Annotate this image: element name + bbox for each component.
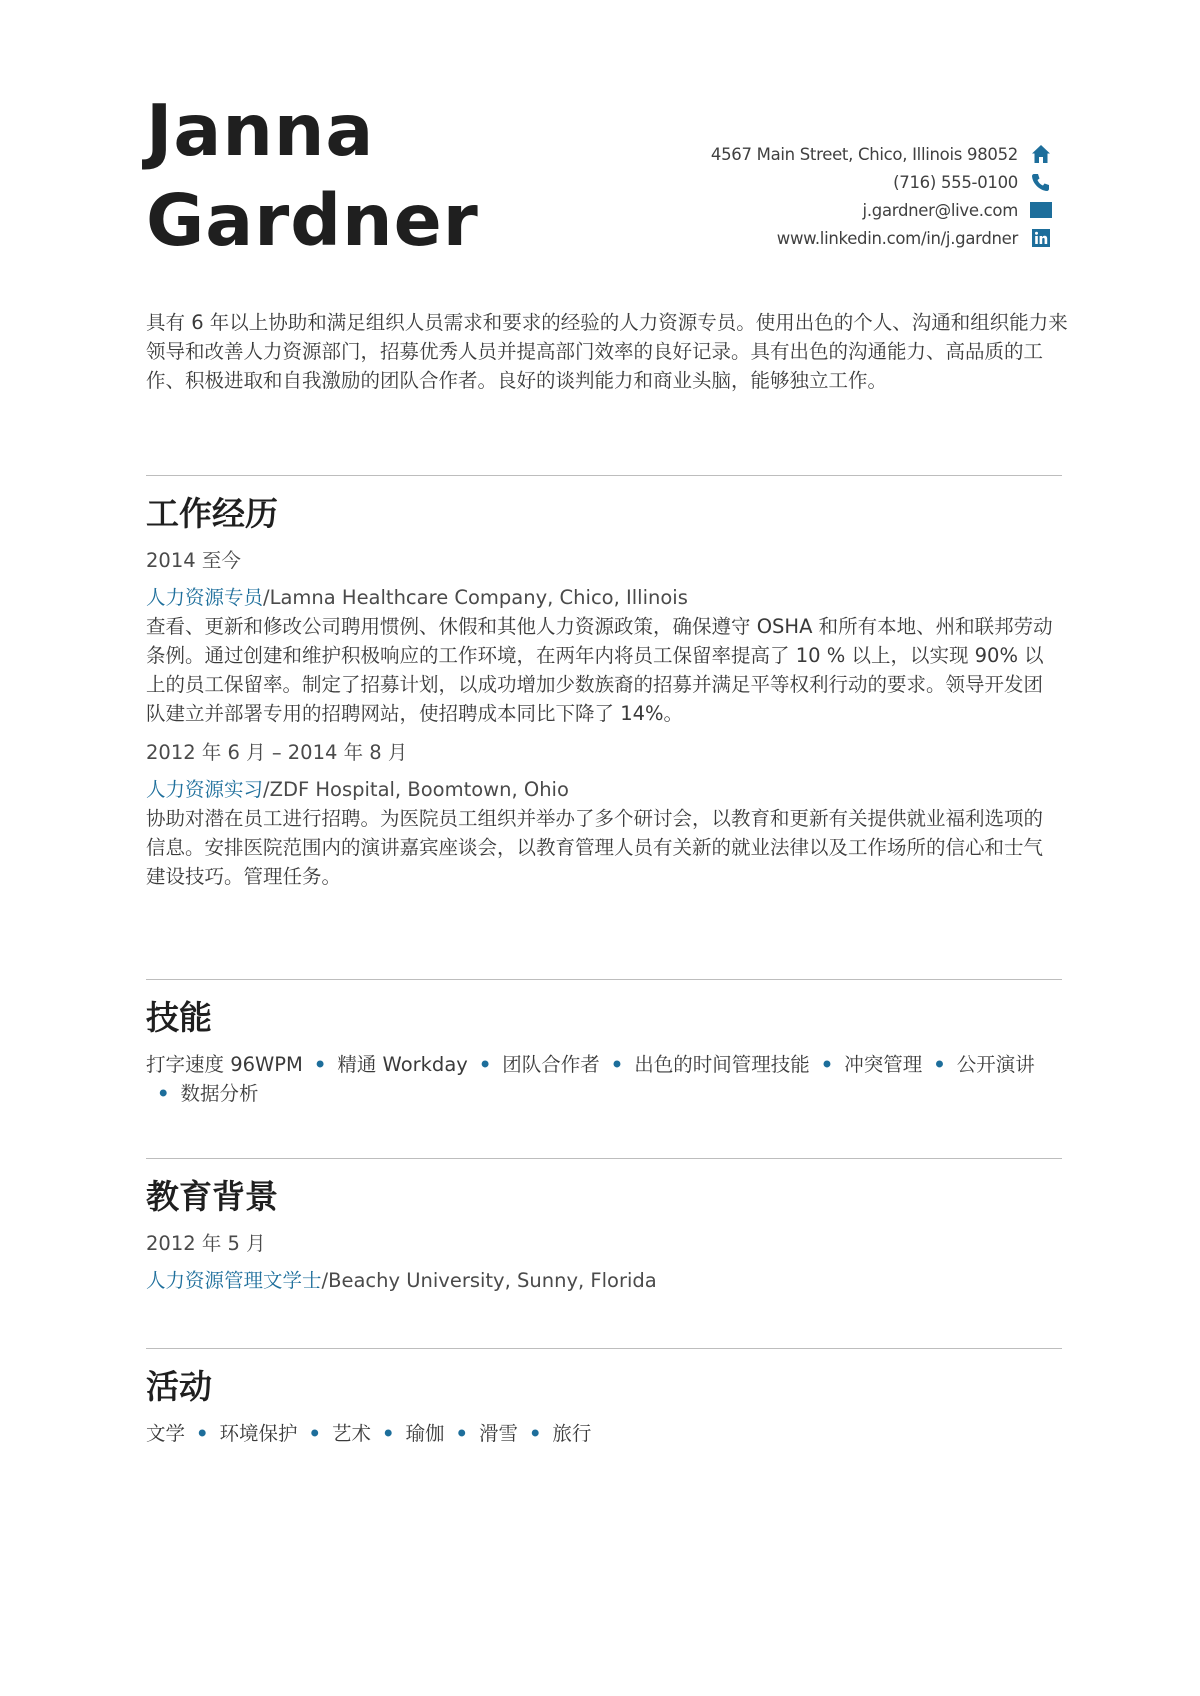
activities-heading: 活动 — [146, 1367, 212, 1406]
contact-block — [498, 140, 1058, 252]
skills-heading: 技能 — [146, 998, 212, 1037]
activity-item: 旅行 — [552, 1422, 592, 1445]
job-company: /ZDF Hospital, Boomtown, Ohio — [263, 778, 569, 801]
skill-item: 数据分析 — [180, 1082, 259, 1105]
activity-item: 环境保护 — [219, 1422, 298, 1445]
separator-dot: • — [455, 1422, 468, 1445]
separator-dot: • — [381, 1422, 395, 1445]
skill-item: 精通 Workday — [337, 1053, 468, 1076]
section-divider — [146, 1348, 1062, 1349]
job-entry — [146, 546, 1062, 728]
contact-email[interactable]: j.gardner@live.com — [862, 200, 1018, 220]
skill-item: 打字速度 96WPM — [146, 1053, 303, 1076]
skills-list — [146, 1050, 1062, 1108]
experience-heading: 工作经历 — [146, 494, 278, 533]
separator-dot: • — [820, 1053, 834, 1076]
education-date: 2012 年 5 月 — [146, 1232, 266, 1255]
experience-section — [146, 475, 1062, 891]
job-company: /Lamna Healthcare Company, Chico, Illinois — [263, 586, 688, 609]
contact-linkedin-row — [498, 224, 1058, 252]
candidate-name — [146, 86, 479, 266]
job-date: 2012 年 6 月 – 2014 年 8 月 — [146, 741, 408, 764]
section-divider — [146, 1158, 1062, 1159]
job-role: 人力资源实习 — [146, 778, 264, 801]
contact-email-row — [498, 196, 1058, 224]
activities-list — [146, 1419, 1062, 1448]
skill-item: 冲突管理 — [844, 1053, 923, 1076]
separator-dot: • — [933, 1053, 946, 1076]
job-role: 人力资源专员 — [146, 586, 264, 609]
home-icon — [1024, 144, 1058, 164]
separator-dot: • — [528, 1422, 542, 1445]
contact-address-row — [498, 140, 1058, 168]
separator-dot: • — [308, 1422, 321, 1445]
activity-item: 滑雪 — [478, 1422, 518, 1445]
first-name: Janna — [146, 89, 375, 172]
skill-item: 出色的时间管理技能 — [634, 1053, 810, 1076]
activity-item: 文学 — [146, 1422, 186, 1445]
separator-dot: • — [196, 1422, 209, 1445]
separator-dot: • — [610, 1053, 624, 1076]
phone-icon — [1024, 172, 1058, 192]
contact-address: 4567 Main Street, Chico, Illinois 98052 — [710, 144, 1018, 164]
education-section — [146, 1158, 1062, 1295]
contact-phone: (716) 555-0100 — [893, 172, 1018, 192]
separator-dot: • — [157, 1082, 170, 1105]
job-title-line — [146, 775, 1062, 804]
skill-item: 团队合作者 — [502, 1053, 600, 1076]
section-divider — [146, 475, 1062, 476]
activity-item: 艺术 — [331, 1422, 371, 1445]
professional-summary: 具有 6 年以上协助和满足组织人员需求和要求的经验的人力资源专员。使用出色的个人、沟通和组织能力来领导和改善人力资源部门，招募优秀人员并提高部门效率的良好记录。具有出色的沟通能力、高品质的工作、积极进取和自我激励的团队合作者。良好的谈判能力和商业头脑，能够独立工作。 — [146, 311, 1068, 392]
education-heading: 教育背景 — [146, 1177, 278, 1216]
skills-section — [146, 979, 1062, 1108]
job-description: 查看、更新和修改公司聘用惯例、休假和其他人力资源政策，确保遵守 OSHA 和所有本地、州和联邦劳动条例。通过创建和维护积极响应的工作环境，在两年内将员工保留率提高了 10 % 以上，以实现 90% 以上的员工保留率。制定了招募计划，以成功增加少数族裔的招募并满足平等权利行动的要求。领导开发团队建立并部署专用的招聘网站，使招聘成本同比下降了 14%。 — [146, 615, 1053, 725]
job-title-line — [146, 583, 1062, 612]
contact-linkedin[interactable]: www.linkedin.com/in/j.gardner — [776, 228, 1018, 248]
job-entry — [146, 738, 1062, 891]
job-description: 协助对潜在员工进行招聘。为医院员工组织并举办了多个研讨会，以教育和更新有关提供就业福利选项的信息。安排医院范围内的演讲嘉宾座谈会，以教育管理人员有关新的就业法律以及工作场所的信心和士气建设技巧。管理任务。 — [146, 807, 1044, 888]
separator-dot: • — [478, 1053, 492, 1076]
email-icon — [1024, 202, 1058, 218]
separator-dot: • — [313, 1053, 327, 1076]
contact-phone-row — [498, 168, 1058, 196]
skill-item: 公开演讲 — [956, 1053, 1035, 1076]
education-degree-line — [146, 1266, 1062, 1295]
last-name: Gardner — [146, 179, 479, 262]
education-degree: 人力资源管理文学士 — [146, 1269, 322, 1292]
section-divider — [146, 979, 1062, 980]
activity-item: 瑜伽 — [405, 1422, 445, 1445]
education-school: /Beachy University, Sunny, Florida — [321, 1269, 657, 1292]
job-date: 2014 至今 — [146, 549, 241, 572]
activities-section — [146, 1348, 1062, 1448]
linkedin-icon — [1024, 229, 1058, 247]
